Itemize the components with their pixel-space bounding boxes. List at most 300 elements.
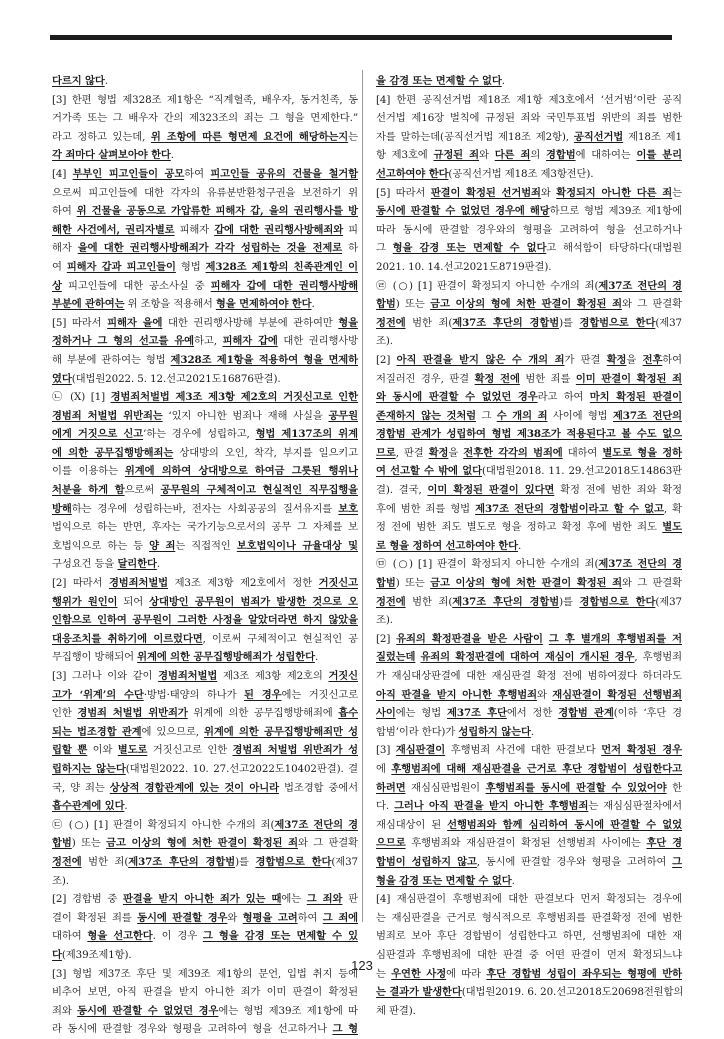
underlined-text: 후행범죄를 동시에 판결할 수 있었어야 — [485, 781, 667, 794]
underlined-text: 이미 판결이 확정된 죄 — [575, 372, 683, 385]
underlined-text: 정전에 — [376, 316, 406, 329]
text-line — [52, 630, 358, 649]
body-text: 는 재심심판절차에서 — [588, 800, 682, 813]
underlined-text: 거짓신 — [328, 670, 358, 682]
underlined-text: 갑에 대한 권리행사방해죄와 — [214, 223, 344, 236]
text-line — [376, 816, 682, 835]
text-line — [52, 239, 358, 258]
body-text: ) 또는 — [395, 577, 431, 590]
body-text: 대하여 — [52, 930, 88, 943]
body-text: [2] — [376, 632, 397, 645]
body-text: 조). — [376, 614, 393, 627]
body-text: 결이 확정된 죄를 — [52, 911, 138, 924]
body-text: 하므로 형법 제39조 제1항에 — [549, 205, 682, 218]
body-text: 조). — [52, 874, 69, 887]
text-line — [376, 667, 682, 686]
underlined-text: 대응조치를 취하기에 이르렀다면 — [52, 632, 203, 645]
text-line — [376, 370, 682, 389]
underlined-text: 사이 — [376, 707, 396, 720]
underlined-text: 합범 — [52, 837, 72, 850]
body-text: 에는 — [281, 893, 307, 906]
text-line — [52, 779, 358, 798]
body-text: 라고 정하고 있는데, — [52, 130, 151, 143]
underlined-text: 형을 선고한다 — [87, 930, 153, 943]
body-text: 와 그 판결확 — [621, 298, 682, 311]
text-line — [376, 146, 682, 165]
text-line — [52, 834, 358, 853]
body-text: [5] 따라서 — [52, 316, 108, 329]
body-text: . — [530, 725, 534, 738]
body-text: 는 직접적인 — [175, 539, 237, 552]
body-text: 에 — [376, 762, 392, 775]
body-text: 가 재심대상판결에 대한 재심판결 확정 전에 범하여졌다 하더라도 — [376, 670, 682, 682]
body-text: , 동시에 판결할 경우와 형평을 고려하여 — [476, 855, 673, 868]
underlined-text: 정하거나 그 형의 선고를 유예 — [52, 335, 195, 348]
body-text: 으로써 피고인들에 대한 각자의 유류분반환청구권을 보전하기 위 — [52, 186, 358, 199]
body-text: ‘있지 아니한 범죄나 재해 사실을 — [162, 409, 329, 422]
underlined-text: 제37조 전단의 — [612, 409, 682, 422]
text-line — [52, 500, 358, 519]
text-line — [52, 407, 358, 426]
text-line — [376, 184, 682, 203]
body-text: 법조경합 중에서 — [278, 781, 359, 794]
underlined-text: 해한 사건에서, 권리자별로 — [52, 223, 175, 236]
body-text: 을 — [626, 353, 643, 366]
body-text: 형법 — [175, 260, 206, 273]
text-line — [376, 834, 682, 853]
underlined-text: 동시에 판결할 수 없었던 경우에 해당 — [376, 205, 550, 218]
body-text: 거가족 또는 그 배우자 간의 제323조의 죄는 그 형을 면제한다.” — [52, 112, 358, 125]
underlined-text: 정전에 — [52, 855, 82, 868]
underlined-text: 경범죄 처벌법 위반죄가 성 — [232, 744, 358, 757]
underlined-text: 상 — [52, 279, 62, 292]
underlined-text: 형법 제137조의 위계 — [255, 428, 358, 441]
underlined-text: 피해자 갑에 대한 권리행사방해 — [210, 279, 358, 292]
underlined-text: 여 선고할 수 밖에 없다 — [376, 465, 482, 478]
underlined-text: 인함으로 인하여 공무원이 그러한 사정을 알았더라면 하지 않았을 — [52, 614, 358, 627]
text-line — [376, 872, 682, 891]
text-line — [52, 686, 358, 705]
underlined-text: 경합범으로 한다 — [579, 595, 656, 608]
body-text: 피해자 — [174, 223, 215, 236]
body-text: 와 그 판결확 — [297, 837, 358, 850]
underlined-text: 각 죄마다 살펴보아야 한다 — [52, 149, 171, 162]
underlined-text: 로 형을 정하여 선고하여야 한다 — [376, 539, 518, 552]
body-text: 는 — [348, 130, 359, 143]
text-line — [376, 760, 682, 779]
underlined-text: 피고인들 공유의 건물을 철거함 — [210, 167, 359, 180]
underlined-text: 방해 — [52, 502, 72, 515]
underlined-text: 보호법익이나 규율대상 및 — [236, 539, 358, 552]
underlined-text: 정전에 — [376, 595, 406, 608]
body-text: 라고 하여 — [537, 391, 590, 404]
body-text: . — [314, 651, 319, 664]
underlined-text: 마치 확정된 판결이 — [589, 391, 683, 404]
underlined-text: 유죄의 확정판결에 대하여 재심이 개시된 경우 — [420, 651, 635, 664]
text-line — [52, 555, 358, 574]
text-line — [52, 351, 358, 370]
body-text: [5] 따라서 — [376, 186, 431, 199]
body-text: 와 그 판결확 — [621, 577, 682, 590]
underlined-text: 흡수 — [338, 707, 358, 720]
underlined-text: 공직선거법 — [573, 130, 624, 143]
body-text: 와 — [536, 688, 553, 701]
text-line — [52, 295, 358, 314]
body-text: ) 또는 — [395, 298, 431, 311]
underlined-text: 전후한 각각의 범죄에 — [463, 446, 563, 459]
body-text: 에는 형법 — [395, 707, 448, 720]
underlined-text: 위계에 의한 공무집행방해죄만 성 — [204, 725, 359, 738]
text-line — [376, 91, 682, 110]
body-text: . — [517, 539, 522, 552]
body-text: 고 해석함이 타당하다(대법원 — [546, 242, 682, 255]
body-text: 한 — [666, 781, 682, 794]
body-text: 제3조 제3항 제2호에서 정한 — [168, 577, 319, 590]
body-text: )를 — [559, 595, 580, 608]
body-text: 을 — [448, 446, 464, 459]
body-text: 대하여 — [562, 446, 603, 459]
body-text: )를 — [235, 855, 256, 868]
underlined-text: 하려면 — [376, 781, 406, 794]
underlined-text: 그 죄와 — [306, 893, 343, 906]
body-text: 하여 — [184, 167, 211, 180]
text-line — [52, 760, 358, 779]
text-line — [376, 574, 682, 593]
body-text: [2] 따라서 — [52, 577, 109, 590]
body-text: 라 동시에 판결할 경우와 형평을 고려하여 형을 선고하거나 — [52, 1023, 333, 1036]
text-line — [52, 593, 358, 612]
underlined-text: 위계에 의한 공무집행방해죄가 성립한다 — [137, 651, 315, 664]
underlined-text: 거짓신고 — [318, 577, 358, 590]
body-text: 구성요건 등을 — [52, 558, 118, 571]
body-text: 따라 동시에 판결할 경우와의 형평을 고려하여 형을 선고하거나 — [376, 223, 682, 236]
underlined-text: 다르지 않다 — [52, 75, 105, 87]
underlined-text: 피해자 갑에 — [222, 335, 278, 348]
body-text: 대한 권리행사방해 부분에 관하여만 — [162, 316, 339, 329]
body-text: 하고, — [194, 335, 223, 348]
underlined-text: 경합범 — [546, 149, 576, 162]
underlined-text: 을에 대한 권리행사방해죄가 각각 성립하는 것을 전제로 — [77, 242, 343, 255]
body-text: 에는 형법 제39조 제1항에 따 — [218, 1004, 358, 1017]
body-text: 재심대상이 된 — [376, 818, 448, 831]
page-number: 123 — [351, 958, 373, 973]
text-line — [52, 723, 358, 742]
body-text: 하여 — [662, 353, 682, 366]
text-line — [52, 332, 358, 351]
body-text: (공직선거법 제18조 제3항전단). — [448, 167, 594, 180]
underlined-text: 부분에 관하여는 — [52, 298, 125, 311]
underlined-text: 합범 — [376, 577, 396, 590]
text-line — [52, 574, 358, 593]
underlined-text: 금고 이상의 형에 처한 판결이 확정된 죄 — [430, 577, 622, 590]
text-line — [52, 370, 358, 389]
body-text: ㉤ (○) [1] 판결이 확정되지 아니한 수개의 죄( — [376, 558, 599, 571]
text-line — [376, 165, 682, 184]
body-text: 비추어 보면, 아직 판결을 받지 아니한 죄가 이미 판결이 확정된 — [52, 986, 358, 999]
body-text: 후에 범한 죄를 형법 — [376, 502, 476, 515]
body-text: (이하 ‘후단 경 — [613, 707, 683, 720]
underlined-text: 제328조 제1항을 적용하여 형을 면제하 — [170, 353, 358, 366]
body-text: 재심심판법원이 — [405, 781, 486, 794]
underlined-text: 공무원 — [328, 409, 358, 422]
body-text: (제37 — [655, 316, 683, 329]
body-text: 무집행이 방해되어 — [52, 651, 138, 664]
body-text: 범한 죄( — [405, 595, 453, 608]
underlined-text: 그러나 아직 판결을 받지 아니한 후행범죄 — [394, 800, 589, 813]
body-text: ’하는 경우에 성립하고, — [143, 428, 256, 441]
underlined-text: 다 — [52, 948, 62, 961]
body-text: . — [501, 75, 505, 87]
text-line — [52, 1020, 358, 1039]
body-text: . — [170, 149, 174, 162]
underlined-text: 먼저 확정된 경우 — [601, 744, 682, 757]
underlined-text: 동시에 판결할 수 없었던 경우 — [77, 1004, 219, 1017]
body-text: 의 — [530, 149, 547, 162]
body-text: 하 — [342, 242, 358, 255]
text-line — [376, 277, 682, 296]
text-line — [376, 258, 682, 277]
text-line — [376, 500, 682, 519]
underlined-text: 제37조 후단의 경합범 — [452, 595, 560, 608]
body-text: . — [124, 800, 128, 813]
text-line — [52, 109, 358, 128]
body-text: 판 — [342, 893, 358, 906]
left-column — [52, 72, 358, 1039]
body-text: 에 따라 — [446, 967, 487, 980]
underlined-text: 으므로 — [376, 837, 406, 850]
body-text: 위계에 의한 공무집행방해죄에 — [187, 707, 339, 720]
text-line — [376, 983, 682, 1002]
text-line — [52, 314, 358, 333]
text-line — [376, 109, 682, 128]
text-line — [376, 295, 682, 314]
text-line — [376, 593, 682, 612]
underlined-text: 제37조 후단의 경합범 — [452, 316, 560, 329]
underlined-text: 제37조 전단의 경 — [598, 279, 682, 292]
body-text: 죄와 — [52, 1004, 78, 1017]
underlined-text: 확정 — [606, 353, 627, 366]
body-text: , 확 — [663, 502, 682, 515]
underlined-text: 규정된 죄 — [433, 149, 480, 162]
text-line — [376, 537, 682, 556]
text-line — [52, 184, 358, 203]
body-text: . — [511, 874, 515, 887]
text-line — [376, 444, 682, 463]
body-text: 다. — [376, 800, 395, 813]
body-text: 가 판결 — [564, 353, 607, 366]
text-line — [376, 723, 682, 742]
text-line — [376, 351, 682, 370]
body-text: 에 대하여는 — [575, 149, 637, 162]
underlined-text: 위 건물을 공동으로 가압류한 피해자 갑, 을의 권리행사를 방 — [76, 205, 359, 218]
underlined-text: 달리한다 — [117, 558, 157, 571]
underlined-text: 그 형을 감경 또는 면제할 수 있 — [202, 930, 358, 943]
underlined-text: 을 감경 또는 면제할 수 없다 — [376, 75, 502, 87]
underlined-text: 존재하지 않는 것처럼 — [376, 409, 477, 422]
body-text: 조). — [376, 335, 393, 348]
column-divider — [362, 70, 363, 922]
body-text: 사이에 형법 — [547, 409, 613, 422]
text-line — [52, 853, 358, 872]
body-text: 해 부분에 관하여는 형법 — [52, 353, 171, 366]
underlined-text: 공무원의 구체적이고 현실적인 직무집행을 — [160, 484, 358, 497]
underlined-text: 되는 법조경합 관계 — [52, 725, 142, 738]
underlined-text: 재심판결이 — [395, 744, 446, 757]
underlined-text: 확정 전에 — [474, 372, 520, 385]
text-line — [52, 704, 358, 723]
text-line — [52, 872, 358, 891]
text-line — [376, 407, 682, 426]
body-text: (제39조제1항). — [61, 948, 132, 961]
text-line — [52, 797, 358, 816]
text-line — [52, 983, 358, 1002]
text-line — [52, 146, 358, 165]
underlined-text: 피해자 갑과 피고인들이 — [66, 260, 176, 273]
underlined-text: 상상적 경합관계에 있는 것이 아니라 — [109, 781, 279, 794]
body-text: 피 — [343, 223, 358, 236]
underlined-text: 별도로 — [117, 744, 148, 757]
underlined-text: 동시에 판결할 경우 — [137, 911, 228, 924]
underlined-text: 흡수관계에 있다 — [52, 800, 125, 813]
body-text: 대한 권리행사방 — [277, 335, 358, 348]
text-line — [376, 425, 682, 444]
top-rule — [50, 35, 672, 40]
body-text: 와 — [479, 149, 495, 162]
text-line — [52, 518, 358, 537]
text-line — [52, 202, 358, 221]
underlined-text: 경범죄처벌법 제3조 제3항 제2호의 거짓신고로 인한 — [110, 391, 358, 404]
underlined-text: 와 동시에 판결할 수 없었던 경우 — [376, 391, 538, 404]
body-text: , 판결 — [395, 446, 429, 459]
body-text: 법익으로 하는 반면, 후자는 국가기능으로서의 공무 그 자체를 보 — [52, 521, 358, 534]
text-line — [52, 72, 358, 91]
underlined-text: 상대방인 공무원이 범죄가 발생한 것으로 오 — [149, 595, 358, 608]
text-line — [52, 444, 358, 463]
underlined-text: 금고 이상의 형에 처한 판결이 확정된 죄 — [106, 837, 298, 850]
text-line — [376, 388, 682, 407]
underlined-text: 그 후 별개의 후행범죄를 저 — [548, 632, 682, 645]
underlined-text: 였다 — [52, 372, 72, 385]
body-text: 호법익으로 하는 등 — [52, 539, 150, 552]
underlined-text: 부부인 피고인들이 공모 — [72, 167, 185, 180]
body-text: , 후행범죄 — [634, 651, 682, 664]
body-text: 심판결과 후행범죄에 대한 판결 중 어떤 판결이 먼저 확정되느냐 — [376, 948, 682, 961]
underlined-text: 제37조 전단의 경합범이라고 할 수 없고 — [475, 502, 664, 515]
body-text: 인한 — [52, 707, 78, 720]
underlined-text: 아직 판결을 받지 아니한 후행범죄 — [376, 688, 537, 701]
body-text: 제3조 제3항 제2호의 — [217, 670, 329, 682]
body-text: 상대방의 오인, 착각, 부지를 일으키고 — [173, 446, 358, 459]
body-text: 항 제3호에 — [376, 149, 434, 162]
body-text: 위 조항을 적용해서 — [124, 298, 216, 311]
underlined-text: 확정 — [428, 446, 449, 459]
body-text: 이를 이용하는 — [52, 465, 125, 478]
underlined-text: 형을 면제하여야 한다 — [215, 298, 312, 311]
body-text: 해자 — [52, 242, 78, 255]
underlined-text: 처분을 하게 함 — [52, 484, 125, 497]
text-line — [376, 611, 682, 630]
body-text: 2021. 10. 14.선고2021도8719판결). — [376, 260, 552, 273]
text-line — [376, 853, 682, 872]
body-text: 결). 결국, — [376, 484, 428, 497]
underlined-text: 형을 감경 또는 면제할 수 없다 — [376, 874, 512, 887]
underlined-text: 판결이 확정된 선거범죄 — [430, 186, 541, 199]
text-line — [376, 239, 682, 258]
underlined-text: 경합범 관계가 성립하여 형법 제38조가 적용된다고 볼 수도 없으 — [376, 428, 682, 441]
text-line — [376, 779, 682, 798]
text-line — [376, 909, 682, 928]
body-text: [3] 그러나 이와 같이 — [52, 670, 159, 682]
text-line — [52, 277, 358, 296]
text-line — [376, 704, 682, 723]
body-text: 범한 죄( — [405, 316, 453, 329]
body-text: 는 재심판결을 근거로 형식적으로 후행범죄를 판결확정 전에 범한 — [376, 911, 682, 924]
body-text: . — [311, 298, 315, 311]
body-text: 그 — [476, 409, 497, 422]
body-text: (대법원2018. 11. 29.선고2018도14863판 — [481, 465, 683, 478]
underlined-text: 다른 죄 — [494, 149, 531, 162]
underlined-text: 피해자 을에 — [107, 316, 163, 329]
text-line — [52, 91, 358, 110]
body-text: 는 — [376, 967, 392, 980]
body-text: . — [156, 558, 161, 571]
body-text: ㉡ (X) [1] — [52, 391, 111, 404]
text-line — [376, 462, 682, 481]
underlined-text: 후행범죄에 대해 재심판결을 근거로 후단 경합범이 성립한다고 — [391, 762, 682, 775]
text-line — [376, 202, 682, 221]
body-text: 그 — [376, 242, 393, 255]
text-line — [52, 741, 358, 760]
body-text: 자를 말하는데(공직선거법 제18조 제2항), — [376, 130, 574, 143]
body-text: 범죄로 보아 후단 경합범이 성립한다고 하면, 선행범죄에 대한 재 — [376, 930, 682, 943]
text-line — [52, 462, 358, 481]
body-text: 후행범죄와 재심판결이 확정된 선행범죄 사이에는 — [405, 837, 647, 850]
underlined-text: 재심판결이 확정된 선행범죄 — [552, 688, 682, 701]
body-text: 하여 — [297, 911, 323, 924]
body-text: (대법원2019. 6. 20.선고2018도20698전원합의 — [461, 986, 684, 999]
text-line — [376, 128, 682, 147]
text-line — [376, 927, 682, 946]
body-text: ㉣ (○) [1] 판결이 확정되지 아니한 수개의 죄( — [376, 279, 599, 292]
underlined-text: 형평을 고려 — [242, 911, 298, 924]
body-text: [3] — [376, 744, 396, 757]
body-text: [4] 한편 공직선거법 제18조 제1항 제3호에서 ‘선거범’이란 공직 — [376, 93, 682, 106]
underlined-text: 그 죄에 — [322, 911, 359, 924]
right-column — [376, 72, 682, 1020]
underlined-text: 는 결과가 발생한다 — [376, 986, 462, 999]
text-line — [376, 1002, 682, 1021]
text-line — [52, 1002, 358, 1021]
text-line — [376, 555, 682, 574]
underlined-text: 전후 — [642, 353, 663, 366]
underlined-text: 경합범으로 한다 — [255, 855, 332, 868]
body-text: 저질러진 경우, 판결 — [376, 372, 475, 385]
underlined-text: 성립하지 않는다 — [458, 725, 531, 738]
body-text: (대법원2022. 10. 27.선고2022도10402판결). 결 — [125, 762, 358, 775]
body-text: (제37 — [331, 855, 359, 868]
underlined-text: 고가 ‘위계’의 수단 — [52, 688, 144, 701]
body-text: 범한 죄( — [81, 855, 129, 868]
underlined-text: 위계에 의하여 상대방으로 하여금 그릇된 행위나 — [124, 465, 358, 478]
text-line — [52, 481, 358, 500]
text-line — [52, 890, 358, 909]
body-text: 하는 경우에 성립하는바, 전자는 사회공공의 질서유지를 — [71, 502, 339, 515]
body-text: 이와 — [87, 744, 118, 757]
body-text: 정 전에 범한 죄도 별도로 형을 정하고 확정 후에 범한 죄도 — [376, 521, 663, 534]
body-text: . 이 경우 — [152, 930, 203, 943]
body-text: [2] 경합범 중 — [52, 893, 123, 906]
underlined-text: 유죄의 확정판결을 받은 사람이 — [396, 632, 543, 645]
